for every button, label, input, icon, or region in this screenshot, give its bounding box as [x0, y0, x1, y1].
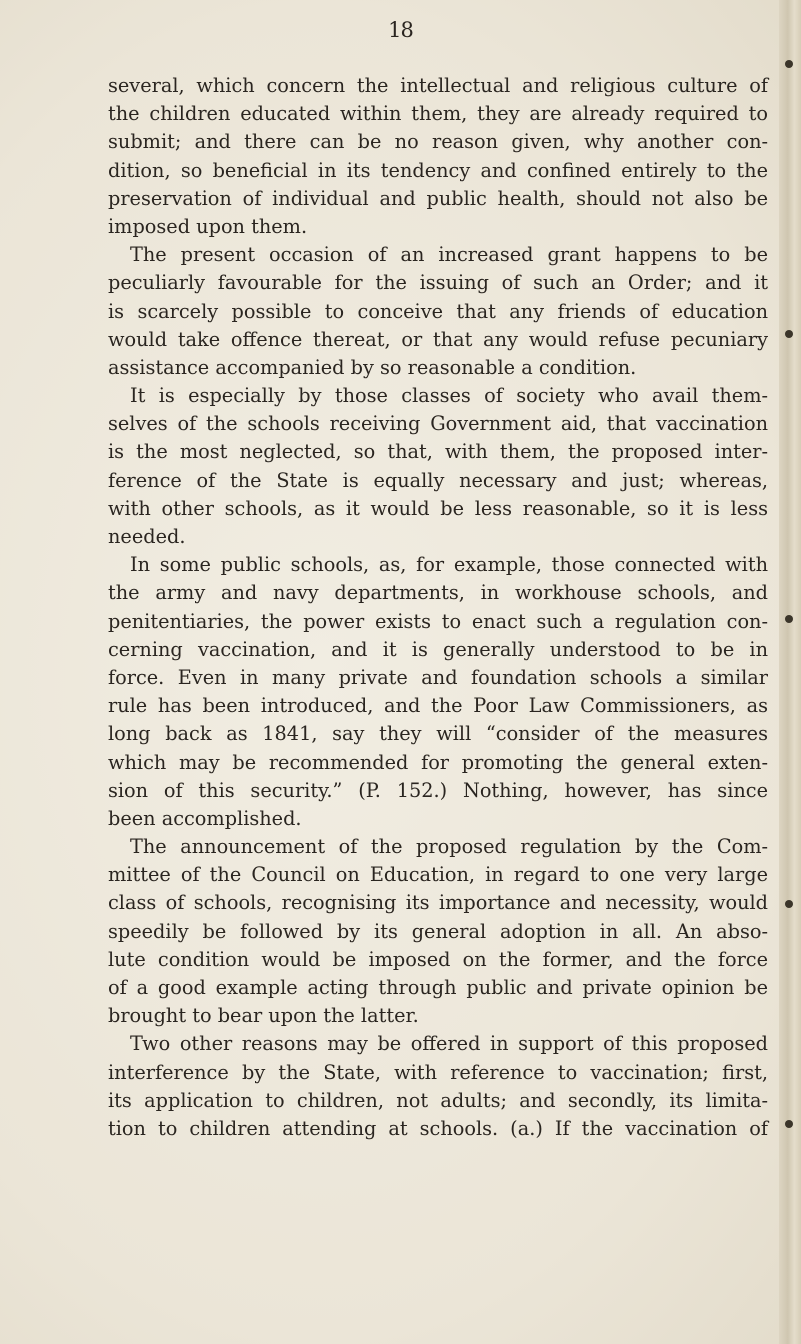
text-line: brought to bear upon the latter. [108, 1004, 419, 1028]
page-gutter [779, 0, 801, 1344]
text-line: force. Even in many private and foundation schools a similar [108, 665, 768, 689]
text-line: lute condition would be imposed on the former, and the force [108, 947, 768, 971]
text-line: penitentiaries, the power exists to enact such a regulation con- [108, 609, 768, 633]
gutter-mark [785, 900, 793, 908]
text-line: which may be recommended for promoting the general exten- [108, 750, 768, 774]
text-line: submit; and there can be no reason given, why another con- [108, 130, 768, 154]
text-line: assistance accompanied by so reasonable a condition. [108, 355, 637, 379]
text-line: selves of the schools receiving Government aid, that vaccination [108, 412, 768, 436]
text-line: cerning vaccination, and it is generally understood to be in [108, 637, 768, 661]
gutter-mark [785, 1120, 793, 1128]
text-line: interference by the State, with reference to vaccination; first, [108, 1060, 768, 1084]
text-line: of a good example acting through public and private opinion be [108, 976, 768, 999]
text-line: peculiarly favourable for the issuing of such an Order; and it [108, 271, 768, 295]
body-text [108, 72, 768, 1143]
gutter-mark [785, 60, 793, 68]
text-line: the army and navy departments, in workhouse schools, and [108, 581, 768, 605]
text-line: ference of the State is equally necessary and just; whereas, [108, 468, 768, 492]
gutter-mark [785, 615, 793, 623]
text-line: preservation of individual and public health, should not also be [108, 186, 768, 210]
text-line: In some public schools, as, for example, those connected with [130, 553, 768, 577]
gutter-mark [785, 330, 793, 338]
text-line: been accomplished. [108, 806, 302, 830]
text-line: is the most neglected, so that, with them, the proposed inter- [108, 440, 768, 464]
text-line: with other schools, as it would be less reasonable, so it is less [108, 496, 768, 520]
text-line: rule has been introduced, and the Poor Law Commissioners, as [108, 694, 768, 718]
text-line: long back as 1841, say they will “consider of the measures [108, 722, 768, 746]
text-line: mittee of the Council on Education, in regard to one very large [108, 863, 768, 887]
text-line: The announcement of the proposed regulation by the Com- [130, 835, 768, 859]
text-line: the children educated within them, they are already required to [108, 102, 768, 126]
text-line: It is especially by those classes of society who avail them- [130, 384, 768, 408]
text-line: speedily be followed by its general adoption in all. An abso- [108, 919, 768, 943]
text-line: dition, so beneficial in its tendency and confined entirely to the [108, 158, 768, 182]
text-line: The present occasion of an increased grant happens to be [130, 243, 768, 267]
text-line: would take offence thereat, or that any would refuse pecuniary [108, 327, 768, 351]
text-line: sion of this security.” (P. 152.) Nothing, however, has since [108, 778, 768, 802]
text-line: its application to children, not adults; and secondly, its limita- [108, 1088, 768, 1112]
text-line: needed. [108, 525, 186, 548]
page-number: 18 [388, 18, 413, 42]
text-line: is scarcely possible to conceive that any friends of education [108, 299, 768, 323]
text-line: several, which concern the intellectual and religious culture of [108, 74, 768, 97]
text-line: imposed upon them. [108, 214, 308, 238]
text-line: tion to children attending at schools. (a.) If the vaccination of [108, 1116, 768, 1140]
text-line: Two other reasons may be offered in support of this proposed [130, 1032, 768, 1056]
text-line: class of schools, recognising its importance and necessity, would [108, 891, 768, 915]
